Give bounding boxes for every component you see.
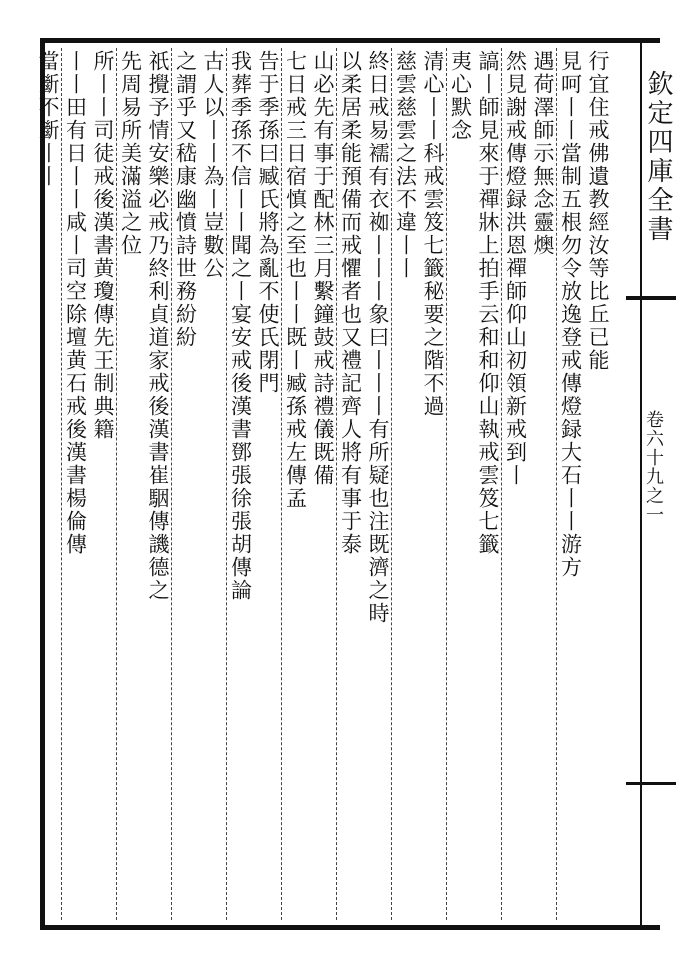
text-column: 先周易所美滿溢之位 [118,50,143,257]
text-column: 謞丨師見來于禪牀上拍手云和和仰山執戒雲笈七籤 [476,50,500,556]
text-column: 山必先有事于配林三月繫鐘鼓戒詩禮儀既備 [311,50,335,487]
text-column: 所丨丨司徒戒後漢書黄瓊傳先王制典籍 [91,50,115,441]
text-column: 告于季孫曰臧氏將為亂不使氏閉門 [256,50,280,395]
text-column: 終日戒易襦有衣袽丨丨丨象曰丨丨丨有所疑也注既濟之時 [366,50,390,625]
margin-divider [626,296,676,300]
text-column: 以柔居柔能預備而戒懼者也又禮記齊人將有事于泰 [338,50,363,556]
text-column: 然見謝戒傳燈録洪恩禪師仰山初領新戒到丨 [503,50,528,487]
margin-title: 欽定四庫全書 [643,70,673,244]
text-column: 我葬季孫不信丨丨聞之丨宴安戒後漢書鄧張徐張胡傳論 [228,50,253,602]
text-column: 清心丨丨科戒雲笈七籤秘要之階不過 [421,50,445,418]
text-column: 祇攪予情安樂必戒乃終利貞道家戒後漢書崔駰傳譏德之 [146,50,170,602]
text-column: 當斷不斷丨丨 [36,50,60,188]
text-column: 丨丨田有日丨丨咸丨司空除壇黄石戒後漢書楊倫傳 [63,50,88,556]
text-column: 古人以丨丨為丨豈數公 [201,50,225,280]
text-column: 慈雲慈雲之法不違丨丨 [393,50,418,280]
text-column: 行宜住戒佛遺教經汝等比丘已能 [586,50,610,372]
text-column: 見呵丨丨當制五根勿令放逸登戒傳燈録大石丨丨游方 [558,50,583,579]
margin-divider-bottom [626,782,676,785]
text-column: 夷心默念 [448,50,473,142]
text-column: 之謂乎又嵇康幽憤詩世務紛紛 [173,50,198,349]
text-column: 遇荷澤師示無念靈燠 [531,50,555,257]
margin-volume: 卷六十九之一 [643,410,664,524]
text-column: 七日戒三日宿慎之至也丨丨既丨臧孫戒左傳孟 [283,50,308,510]
